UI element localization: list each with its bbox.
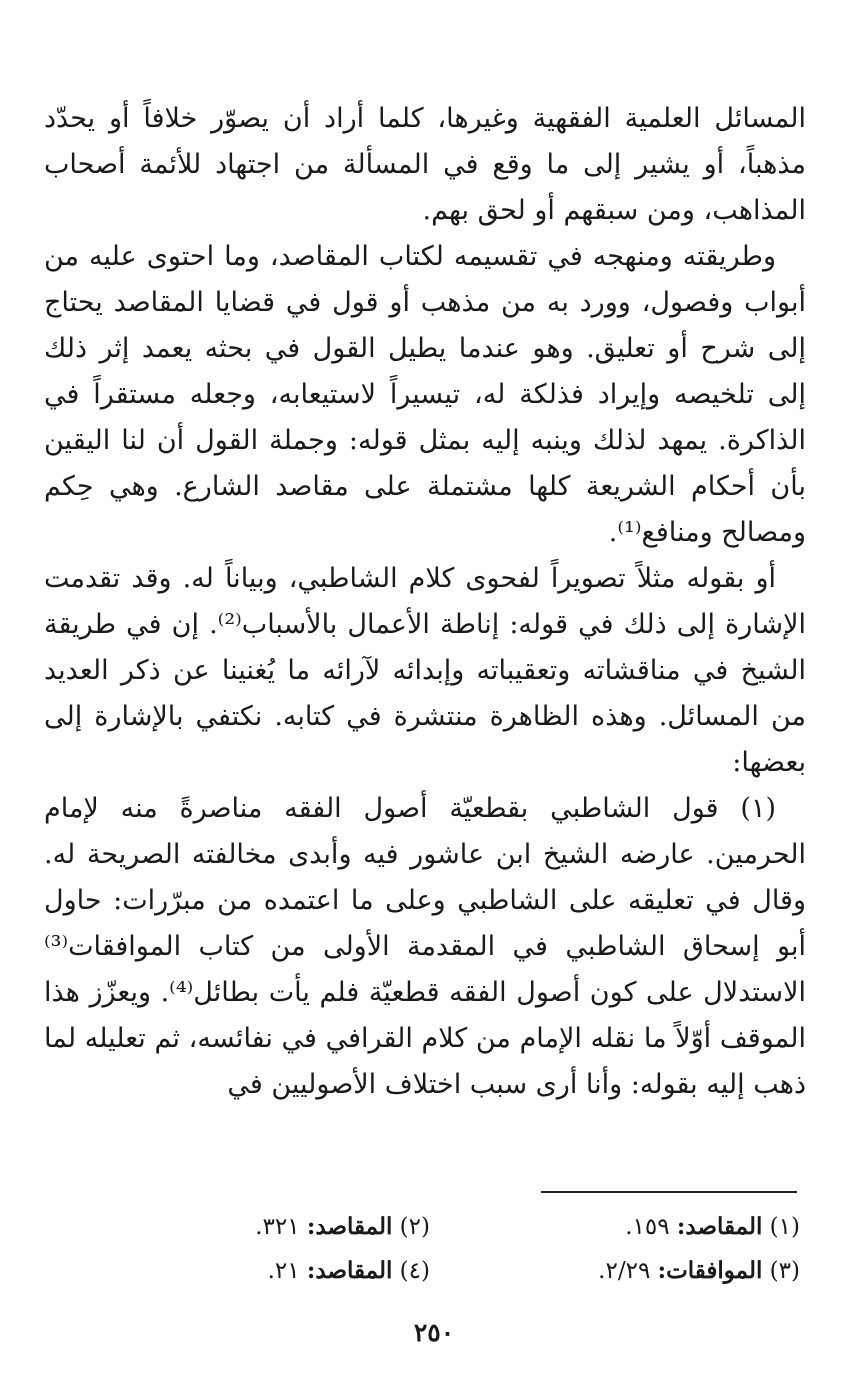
footnote-reference: ٢/٢٩. [598,1258,651,1284]
footnote-source: المقاصد: [676,1213,763,1240]
page-number: ٢٥٠ [413,1318,455,1347]
footnote-source: المقاصد: [306,1257,393,1284]
footnote-number: (٤) [399,1258,430,1284]
footnote-number: (١) [769,1214,800,1240]
footnote-row-2 [60,1249,800,1293]
footnote-number: (٢) [399,1214,430,1240]
footnote-reference: ١٥٩. [625,1214,670,1240]
footnote-separator [541,1191,797,1193]
paragraph-1: المسائل العلمية الفقهية وغيرها، كلما أراد أن يصوّر خلافاً أو يحدّد مذهباً، أو يشير إلى ما وقع في المسألة من اجتهاد للأئمة أصحاب المذاهب، ومن سبقهم أو لحق بهم. [44,103,806,226]
footnote-1 [430,1205,800,1249]
footnote-reference: ٣٢١. [255,1214,300,1240]
footnote-3 [430,1249,800,1293]
paragraph-4: (١) قول الشاطبي بقطعيّة أصول الفقه مناصرةً منه لإمام الحرمين. عارضه الشيخ ابن عاشور فيه وأبدى مخالفته الصريحة له. وقال في تعليقه على الشاطبي وعلى ما اعتمده من مبرّرات: حاول أبو إسحاق الشاطبي في المقدمة الأولى من كتاب الموافقات⁽³⁾ الاستدلال على كون أصول الفقه قطعيّة فلم يأت بطائل⁽⁴⁾. ويعزّز هذا الموقف أوّلاً ما نقله الإمام من كلام القرافي في نفائسه، ثم تعليله لما ذهب إليه بقوله: وأنا أرى سبب اختلاف الأصوليين في [44,793,806,1100]
paragraph-3: أو بقوله مثلاً تصويراً لفحوى كلام الشاطبي، وبياناً له. وقد تقدمت الإشارة إلى ذلك في قوله: إناطة الأعمال بالأسباب⁽²⁾. إن في طريقة الشيخ في مناقشاته وتعقيباته وإبدائه لآرائه ما يُغنينا عن ذكر العديد من المسائل. وهذه الظاهرة منتشرة في كتابه. نكتفي بالإشارة إلى بعضها: [44,563,806,778]
footnote-number: (٣) [769,1258,800,1284]
page-body [44,96,806,1108]
footnote-source: المقاصد: [306,1213,393,1240]
paragraph-2: وطريقته ومنهجه في تقسيمه لكتاب المقاصد، وما احتوى عليه من أبواب وفصول، وورد به من مذهب أو قول في قضايا المقاصد يحتاج إلى شرح أو تعليق. وهو عندما يطيل القول في بحثه يعمد إثر ذلك إلى تلخيصه وإيراد فذلكة له، تيسيراً لاستيعابه، وجعله مستقراً في الذاكرة. يمهد لذلك وينبه إليه بمثل قوله: وجملة القول أن لنا اليقين بأن أحكام الشريعة كلها مشتملة على مقاصد الشارع. وهي حِكم ومصالح ومنافع⁽¹⁾. [44,241,806,548]
footnote-row-1 [60,1205,800,1249]
main-text [44,96,806,1108]
footnote-reference: ٢١. [267,1258,300,1284]
footnote-source: الموافقات: [657,1257,763,1284]
footnote-2 [60,1205,430,1249]
footnote-4 [60,1249,430,1293]
footnotes [60,1205,800,1293]
